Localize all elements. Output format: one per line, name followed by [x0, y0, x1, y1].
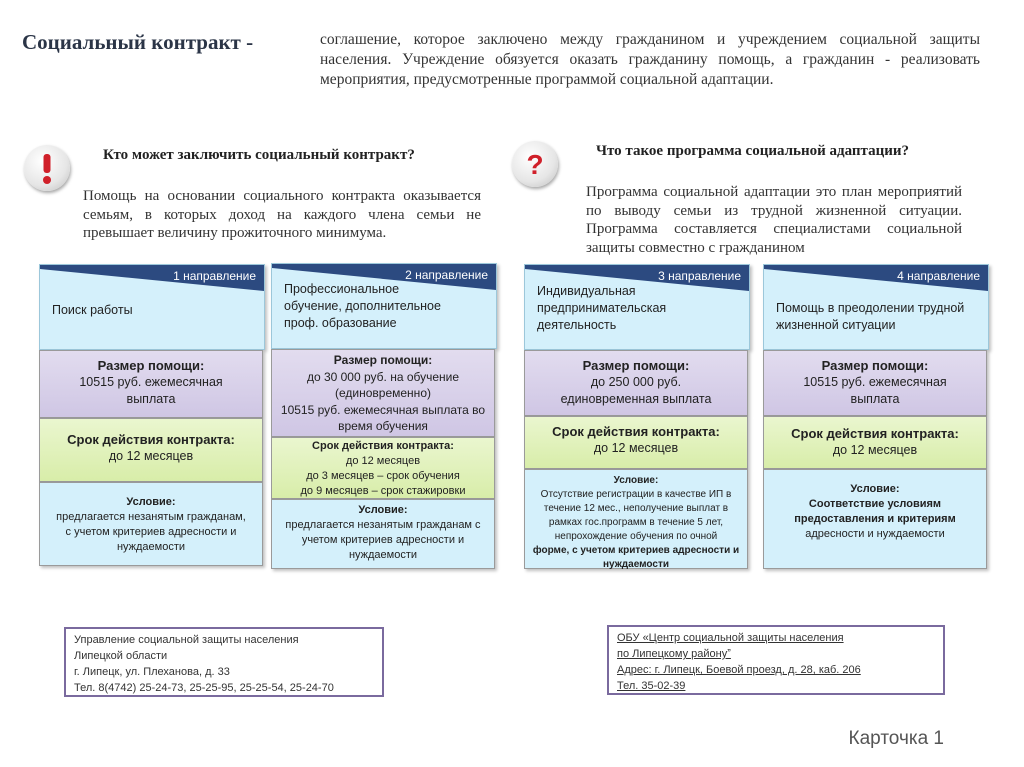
- condition-line: предоставления и критериям: [794, 513, 956, 525]
- amount-box: [271, 349, 495, 437]
- condition-line: нуждаемости: [348, 549, 418, 561]
- definition-text: соглашение, которое заключено между гражданином и учреждением социальной защиты населения. Учреждение обязуется оказать гражданину помощь, а гражданин - реализовать мероприятия, предусмотренные программой социальной адаптации.: [320, 31, 980, 88]
- direction-header: [524, 264, 750, 350]
- condition-box: [763, 469, 987, 569]
- direction-column-1: [39, 264, 265, 566]
- direction-label: 2 направление: [405, 268, 488, 282]
- amount-title: Размер помощи:: [97, 358, 205, 373]
- term-title: Срок действия контракта:: [552, 424, 720, 439]
- who-text: Помощь на основании социального контракта оказывается семьям, в которых доход на каждого члена семьи не превышает величину прожиточного минимума.: [83, 188, 481, 241]
- amount-box: [763, 350, 987, 416]
- condition-line: Соответствие условиям: [808, 498, 942, 510]
- amount-line: время обучения: [338, 419, 428, 433]
- direction-name: Индивидуальная предпринимательская деятельность: [537, 284, 667, 332]
- term-title: Срок действия контракта:: [791, 426, 959, 441]
- term-line: до 9 месяцев – срок стажировки: [300, 485, 466, 497]
- direction-header: [39, 264, 265, 350]
- footer-line: Тел. 35-02-39: [617, 680, 686, 692]
- term-line: до 12 месяцев: [108, 449, 194, 463]
- condition-box: [39, 482, 263, 566]
- condition-line: учетом критериев адресности и: [301, 534, 465, 546]
- card-label: Карточка 1: [848, 728, 944, 749]
- condition-title: Условие:: [358, 504, 408, 516]
- condition-line: нуждаемости: [116, 541, 186, 553]
- page-title: Социальный контракт -: [22, 30, 254, 54]
- what-heading: Что такое программа социальной адаптации?: [596, 143, 910, 159]
- direction-header: [763, 264, 989, 350]
- direction-name: Профессиональное обучение, дополнительное проф. образование: [284, 282, 441, 330]
- term-box: [524, 416, 748, 469]
- term-line: до 12 месяцев: [832, 443, 918, 457]
- footer-address-left: [64, 627, 384, 697]
- condition-line: нуждаемости: [602, 559, 669, 570]
- condition-line: Отсутствие регистрации в качестве ИП в: [540, 489, 732, 500]
- condition-title: Условие:: [126, 496, 176, 508]
- amount-line: 10515 руб. ежемесячная: [803, 375, 947, 389]
- amount-title: Размер помощи:: [821, 358, 929, 373]
- condition-line: с учетом критериев адресности и: [65, 526, 237, 538]
- amount-line: до 30 000 руб. на обучение: [306, 369, 460, 384]
- direction-name: Помощь в преодолении трудной жизненной ситуации: [776, 301, 965, 332]
- footer-address-right: [607, 625, 945, 695]
- exclamation-icon: [24, 145, 70, 191]
- footer-line: ОБУ «Центр социальной защиты населения: [617, 632, 844, 644]
- direction-column-4: [763, 264, 989, 569]
- term-line: до 12 месяцев: [593, 441, 679, 455]
- question-icon: [512, 141, 558, 187]
- amount-line: 10515 руб. ежемесячная: [79, 375, 223, 389]
- direction-column-3: [524, 264, 750, 569]
- condition-line: адресности и нуждаемости: [805, 528, 945, 540]
- direction-label: 1 направление: [173, 269, 256, 283]
- footer-line: Управление социальной защиты населения: [74, 634, 299, 646]
- amount-box: [39, 350, 263, 418]
- direction-column-2: [271, 263, 497, 569]
- condition-line: форме, с учетом критериев адресности и: [532, 545, 740, 556]
- footer-line: Адрес: г. Липецк, Боевой проезд, д. 28, каб. 206: [617, 664, 861, 676]
- condition-title: Условие:: [850, 483, 900, 495]
- condition-title: Условие:: [613, 475, 659, 486]
- term-box: [271, 437, 495, 499]
- who-heading: Кто может заключить социальный контракт?: [103, 147, 415, 163]
- condition-box: [524, 469, 748, 569]
- svg-text:?: ?: [526, 149, 544, 180]
- footer-line: по Липецкому районуˮ: [617, 648, 731, 660]
- amount-line: единовременная выплата: [560, 392, 712, 406]
- condition-box: [271, 499, 495, 569]
- direction-label: 4 направление: [897, 269, 980, 283]
- term-line: до 3 месяцев – срок обучения: [306, 470, 460, 482]
- footer-line: г. Липецк, ул. Плеханова, д. 33: [74, 666, 230, 678]
- amount-box: [524, 350, 748, 416]
- amount-title: Размер помощи:: [333, 353, 433, 367]
- direction-header: [271, 263, 497, 349]
- amount-line: до 250 000 руб.: [590, 375, 682, 389]
- term-box: [763, 416, 987, 469]
- footer-line: Тел. 8(4742) 25-24-73, 25-25-95, 25-25-54, 25-24-70: [74, 682, 334, 694]
- direction-name: Поиск работы: [52, 303, 133, 317]
- what-text: Программа социальной адаптации это план мероприятий по выводу семьи из трудной жизненной ситуации. Программа составляется специалистами социальной защиты совместно с гражданином: [586, 184, 962, 256]
- amount-line: выплата: [126, 392, 176, 406]
- amount-line: (единовременно): [335, 386, 431, 400]
- condition-line: непрохождение обучения по очной: [554, 531, 718, 542]
- condition-line: течение 12 мес., неполучение выплат в: [543, 503, 729, 514]
- amount-title: Размер помощи:: [582, 358, 690, 373]
- condition-line: предлагается незанятым гражданам,: [56, 511, 246, 523]
- amount-line: выплата: [850, 392, 900, 406]
- amount-line: 10515 руб. ежемесячная выплата во: [280, 402, 486, 417]
- term-title: Срок действия контракта:: [312, 440, 454, 452]
- condition-line: рамках гос.программ в течение 5 лет,: [548, 517, 724, 528]
- term-box: [39, 418, 263, 482]
- term-title: Срок действия контракта:: [67, 432, 235, 447]
- condition-line: предлагается незанятым гражданам с: [285, 519, 481, 531]
- direction-label: 3 направление: [658, 269, 741, 283]
- term-line: до 12 месяцев: [345, 455, 421, 467]
- footer-line: Липецкой области: [74, 650, 168, 662]
